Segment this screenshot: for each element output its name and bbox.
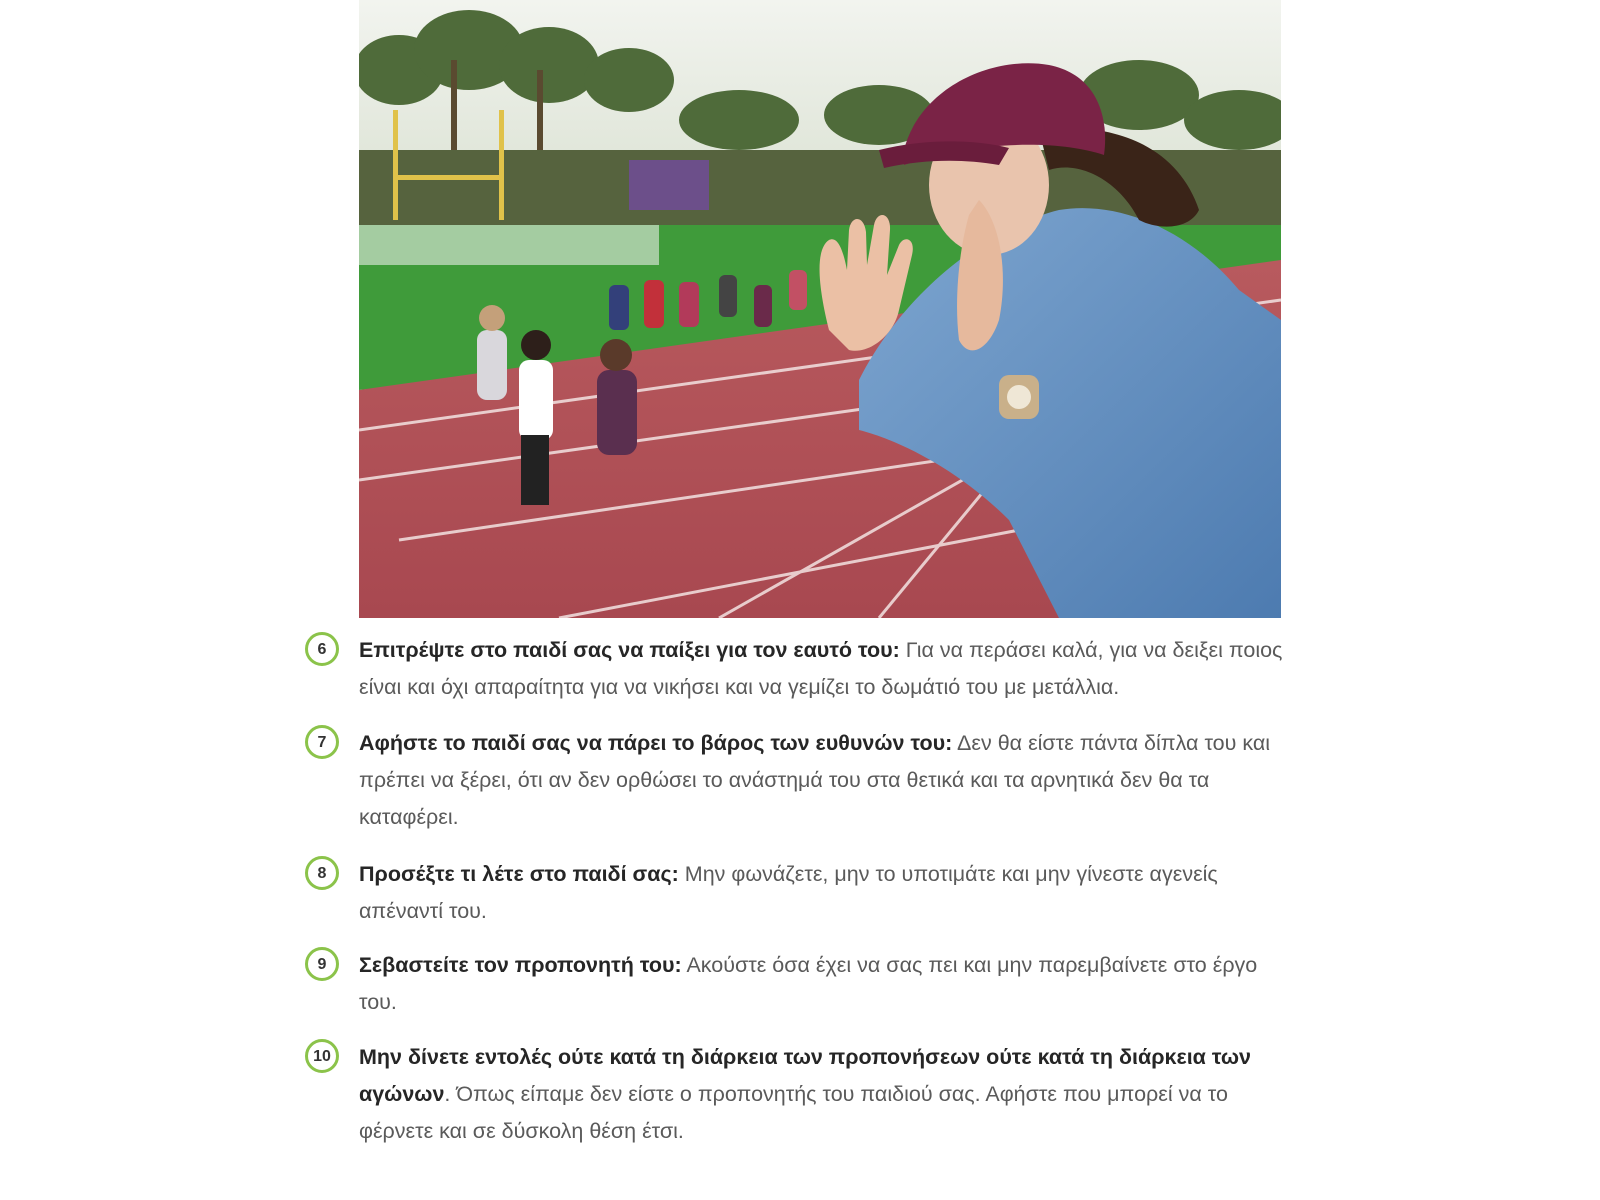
list-item [305, 725, 1295, 836]
list-item [305, 1039, 1295, 1150]
item-number-badge: 8 [305, 856, 339, 890]
item-heading: Προσέξτε τι λέτε στο παιδί σας: [359, 862, 679, 886]
item-heading: Μην δίνετε εντολές ούτε κατά τη διάρκεια των προπονήσεων ούτε κατά τη διάρκεια των αγώνων [359, 1045, 1251, 1106]
item-number-badge: 10 [305, 1039, 339, 1073]
item-text: . Όπως είπαμε δεν είστε ο προπονητής του παιδιού σας. Αφήστε που μπορεί να το φέρνετε και σε δύσκολη θέση έτσι. [359, 1082, 1228, 1143]
list-item [305, 947, 1295, 1021]
item-text: Μην φωνάζετε, μην το υποτιμάτε και μην γίνεστε αγενείς απέναντί του. [359, 862, 1218, 923]
item-heading: Αφήστε το παιδί σας να πάρει το βάρος των ευθυνών του: [359, 731, 953, 755]
article-photo [359, 0, 1281, 618]
item-number-badge: 9 [305, 947, 339, 981]
item-text: Δεν θα είστε πάντα δίπλα του και πρέπει να ξέρει, ότι αν δεν ορθώσει το ανάστημά του στα θετικά και τα αρνητικά δεν θα τα καταφέρει. [359, 731, 1271, 829]
item-number-badge: 6 [305, 632, 339, 666]
item-number-badge: 7 [305, 725, 339, 759]
item-text: Για να περάσει καλά, για να δειξει ποιος είναι και όχι απαραίτητα για να νικήσει και να γεμίζει το δωμάτιό του με μετάλλια. [359, 638, 1283, 699]
list-item [305, 632, 1295, 706]
tips-list [305, 632, 1295, 1150]
item-heading: Επιτρέψτε στο παιδί σας να παίξει για τον εαυτό του: [359, 638, 900, 662]
item-heading: Σεβαστείτε τον προπονητή του: [359, 953, 682, 977]
item-text: Ακούστε όσα έχει να σας πει και μην παρεμβαίνετε στο έργο του. [359, 953, 1258, 1014]
list-item [305, 856, 1295, 930]
running-track-cheering-photo [359, 0, 1281, 618]
